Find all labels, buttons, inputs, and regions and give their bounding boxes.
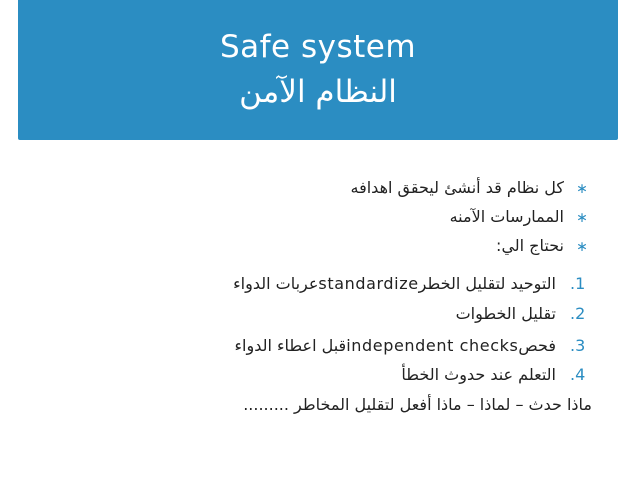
item-english-term: standardize bbox=[318, 274, 419, 293]
item-text-part: عربات الدواء bbox=[233, 274, 319, 293]
item-number: .1 bbox=[570, 274, 586, 293]
bullet-text: الممارسات الآمنه bbox=[449, 207, 564, 226]
item-text-part: التوحيد لتقليل الخطر bbox=[418, 274, 556, 293]
bullet-text: كل نظام قد أنشئ ليحقق اهدافه bbox=[350, 178, 564, 197]
item-number: .3 bbox=[570, 336, 586, 355]
item-text-part: قبل اعطاء الدواء bbox=[234, 336, 347, 355]
item-english-term: independent checks bbox=[346, 336, 519, 355]
bullet-marker: ∗ bbox=[576, 239, 588, 255]
numbered-item bbox=[401, 365, 588, 384]
bullet-text: نحتاج الي: bbox=[496, 236, 564, 255]
item-number: .4 bbox=[570, 365, 586, 384]
title-banner bbox=[18, 0, 618, 140]
item-text-part: تقليل الخطوات bbox=[455, 304, 556, 323]
numbered-item bbox=[456, 304, 588, 323]
item-text-part: فحص bbox=[518, 336, 556, 355]
item-number: .2 bbox=[570, 304, 586, 323]
bullet-item bbox=[351, 178, 589, 197]
item-text-part: التعلم عند حدوث الخطأ bbox=[401, 365, 556, 384]
bullet-marker: ∗ bbox=[576, 210, 588, 226]
numbered-item bbox=[235, 336, 589, 355]
slide-title-arabic: النظام الآمن bbox=[239, 74, 397, 110]
bullet-item bbox=[450, 207, 588, 226]
bullet-item bbox=[496, 236, 588, 255]
bullet-marker: ∗ bbox=[576, 181, 588, 197]
slide-title-english: Safe system bbox=[219, 29, 417, 65]
footer-text: ماذا حدث – لماذا – ماذا أفعل لتقليل المخاطر ......... bbox=[243, 395, 592, 414]
footer-line bbox=[243, 395, 592, 414]
numbered-item bbox=[233, 274, 588, 293]
